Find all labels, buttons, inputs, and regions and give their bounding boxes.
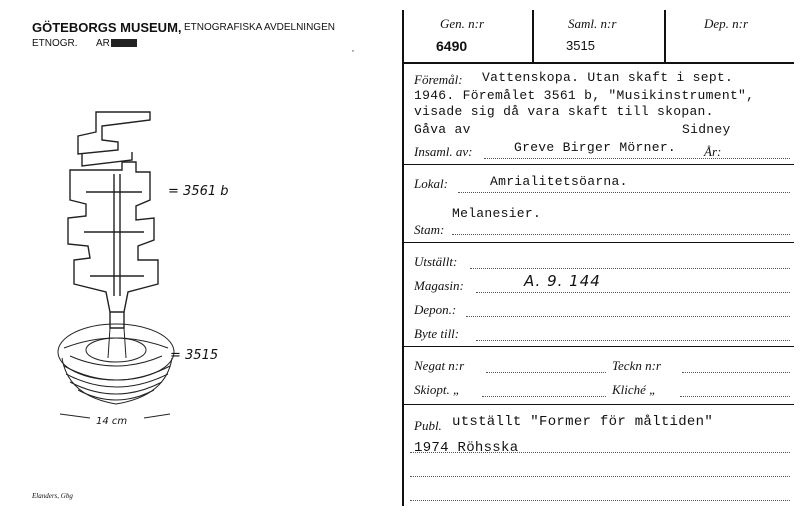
lokal-label: Lokal:: [414, 176, 448, 191]
header-rule: [402, 62, 794, 64]
museum-name: GÖTEBORGS MUSEUM,: [32, 20, 182, 35]
negat-label: Negat n:r: [414, 358, 465, 373]
foremal-line-1: Vattenskopa. Utan skaft i sept.: [482, 70, 734, 85]
depon-label: Depon.:: [414, 302, 457, 317]
saml-value: 3515: [566, 38, 595, 53]
mark-dot: ,: [352, 44, 354, 53]
foremal-label: Föremål:: [414, 72, 463, 87]
utstallt-label: Utställt:: [414, 254, 458, 269]
gava-label: Gåva av: [414, 122, 471, 137]
scoop-drawing: [40, 100, 260, 440]
insaml-label: Insaml. av:: [414, 144, 473, 159]
byte-label: Byte till:: [414, 326, 460, 341]
header-divider-2: [664, 10, 666, 62]
dep-label: Dep. n:r: [704, 16, 749, 31]
gava-place: Sidney: [682, 122, 731, 137]
shaft-panel: [68, 162, 158, 312]
label-upper: = 3561 b: [168, 184, 229, 199]
card-left-border: [402, 10, 404, 506]
skiopt-label: Skiopt. „: [414, 382, 461, 397]
kliche-label: Kliché „: [612, 382, 657, 397]
publ-label: Publ.: [414, 418, 442, 433]
foremal-line-3: visade sig då vara skaft till skopan.: [414, 104, 714, 119]
shaft-top: [78, 112, 150, 154]
magasin-label: Magasin:: [414, 278, 464, 293]
scale-label: 14 cm: [96, 416, 128, 427]
publ-line-1: utställt "Former för måltiden": [452, 414, 714, 430]
teckn-label: Teckn n:r: [612, 358, 661, 373]
magasin-value: A. 9. 144: [524, 272, 601, 290]
label-lower: = 3515: [170, 348, 219, 363]
lokal-value: Amrialitetsöarna.: [490, 174, 628, 189]
saml-label: Saml. n:r: [568, 16, 617, 31]
stam-value: Melanesier.: [452, 206, 542, 221]
stam-label: Stam:: [414, 222, 445, 237]
ar-label: År:: [704, 144, 722, 159]
header-divider-1: [532, 10, 534, 62]
publ-line-2: 1974 Röhsska: [414, 440, 519, 456]
printer-mark: Elanders, Gbg: [32, 492, 73, 500]
sub-left: ETNOGR.: [32, 38, 78, 49]
insaml-value: Greve Birger Mörner.: [514, 140, 677, 155]
foremal-line-2: 1946. Föremålet 3561 b, "Musikinstrument",: [414, 88, 755, 103]
sub-right: AR: [96, 38, 137, 49]
department-name: ETNOGRAFISKA AVDELNINGEN: [184, 22, 335, 33]
gen-value: 6490: [436, 38, 468, 54]
gen-label: Gen. n:r: [440, 16, 485, 31]
scoop-bowl: [58, 324, 174, 404]
